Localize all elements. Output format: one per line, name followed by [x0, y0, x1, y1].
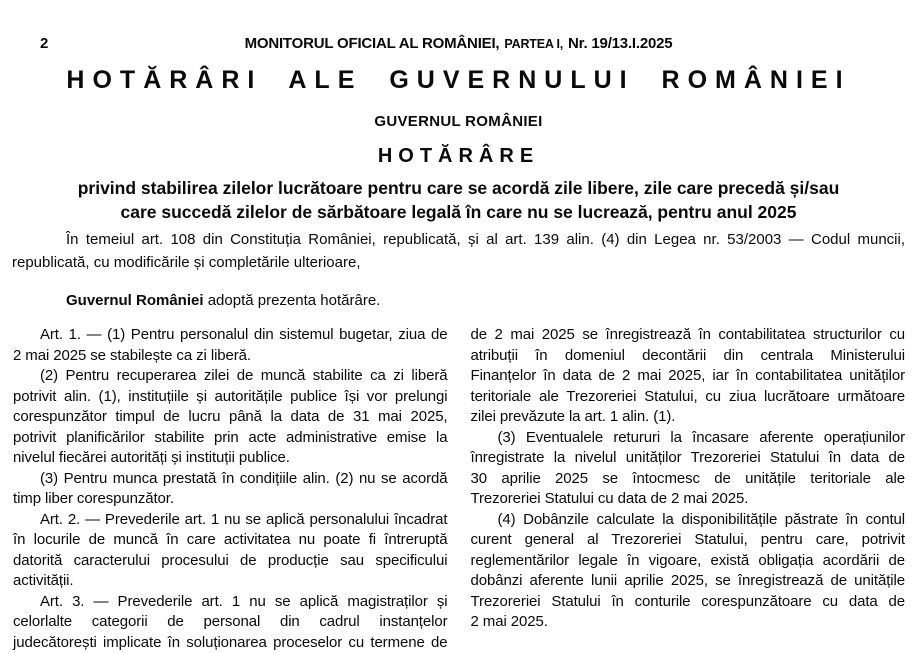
masthead [0, 35, 917, 53]
text-line: (2) Pentru recuperarea zilei de muncă stabilite ca zi liberă [13, 366, 448, 387]
text-line: de 2 mai 2025 se înregistrează în contabilitatea structurilor cu [471, 325, 906, 346]
preamble [12, 229, 905, 274]
text-line: (3) Pentru munca prestată în condițiile alin. (2) nu se acordă [13, 469, 448, 490]
issuer-heading: GUVERNUL ROMÂNIEI [0, 113, 917, 130]
text-line: activității. [13, 571, 448, 592]
text-line: 2 mai 2025 se stabilește ca zi liberă. [13, 346, 448, 367]
text-line: Art. 3. — Prevederile art. 1 nu se aplică magistraților și [13, 592, 448, 613]
page-number: 2 [40, 35, 48, 52]
text-line: (4) Dobânzile calculate la disponibilitățile păstrate în contul [471, 510, 906, 531]
text-line: corespunzător timpul de lucru până la data de 31 mai 2025, [13, 407, 448, 428]
text-line: Finanțelor în data de 2 mai 2025, iar în contabilitatea unităților [471, 366, 906, 387]
text-line: dobânzi aferente lunii aprilie 2025, se înregistrează de unitățile [471, 571, 906, 592]
text-line: 2 mai 2025. [471, 612, 906, 633]
masthead-part: PARTEA I, [504, 37, 563, 51]
text-line: reglementărilor legale în vigoare, există obligația acordării de [471, 551, 906, 572]
article-columns [13, 325, 905, 653]
enactment-issuer: Guvernul României [66, 292, 204, 309]
text-line: nivelul fiecărei autorități și instituții publice. [13, 448, 448, 469]
masthead-title: MONITORUL OFICIAL AL ROMÂNIEI, [245, 35, 500, 52]
text-line: judecătorești implicate în soluționarea proceselor cu termene de [13, 633, 448, 653]
masthead-issue-number: Nr. 19/13.I.2025 [568, 35, 672, 52]
text-line: Art. 1. — (1) Pentru personalul din sistemul bugetar, ziua de [13, 325, 448, 346]
column-right [471, 325, 906, 653]
text-line: atribuții în domeniul decontării din centrala Ministerului [471, 346, 906, 367]
column-left [13, 325, 448, 653]
text-line: Trezoreriei Statului cu data de 2 mai 2025. [471, 489, 906, 510]
text-line: (3) Eventualele retururi la încasare aferente operațiunilor [471, 428, 906, 449]
text-line: celorlalte categorii de personal din cadrul instanțelor [13, 612, 448, 633]
text-line: curent general al Trezoreriei Statului, pentru care, potrivit [471, 530, 906, 551]
text-line: potrivit planificărilor stabilite prin acte administrative emise la [13, 428, 448, 449]
text-line: în locurile de muncă în care activitatea nu poate fi întreruptă [13, 530, 448, 551]
enactment-text: adoptă prezenta hotărâre. [204, 292, 381, 309]
text-line: teritoriale ale Trezoreriei Statului, cu ziua lucrătoare următoare [471, 387, 906, 408]
act-subtitle-line: privind stabilirea zilelor lucrătoare pentru care se acordă zile libere, zile care precedă și/sau [0, 176, 917, 200]
act-type-heading: HOTĂRÂRE [0, 145, 917, 168]
section-title: HOTĂRÂRI ALE GUVERNULUI ROMÂNIEI [0, 66, 917, 95]
text-line: Art. 2. — Prevederile art. 1 nu se aplică personalului încadrat [13, 510, 448, 531]
text-line: timp liber corespunzător. [13, 489, 448, 510]
text-line: republicată, cu modificările și completările ulterioare, [12, 252, 905, 275]
text-line: 30 aprilie 2025 se întocmesc de unitățile teritoriale ale [471, 469, 906, 490]
act-subtitle [0, 176, 917, 224]
enactment-clause [12, 292, 905, 309]
text-line: zilei prevăzute la art. 1 alin. (1). [471, 407, 906, 428]
text-line: În temeiul art. 108 din Constituția României, republicată, și al art. 139 alin. (4) din Legea nr. 53/2003 — Codul muncii, [12, 229, 905, 252]
text-line: potrivit alin. (1), instituțiile și autoritățile publice își vor prelungi [13, 387, 448, 408]
act-subtitle-line: care succedă zilelor de sărbătoare legală în care nu se lucrează, pentru anul 2025 [0, 200, 917, 224]
text-line: înregistrate la nivelul unităților Trezoreriei Statului în data de [471, 448, 906, 469]
text-line: Trezoreriei Statului în conturile corespunzătoare cu data de [471, 592, 906, 613]
text-line: datorită caracterului procesului de producție sau specificului [13, 551, 448, 572]
